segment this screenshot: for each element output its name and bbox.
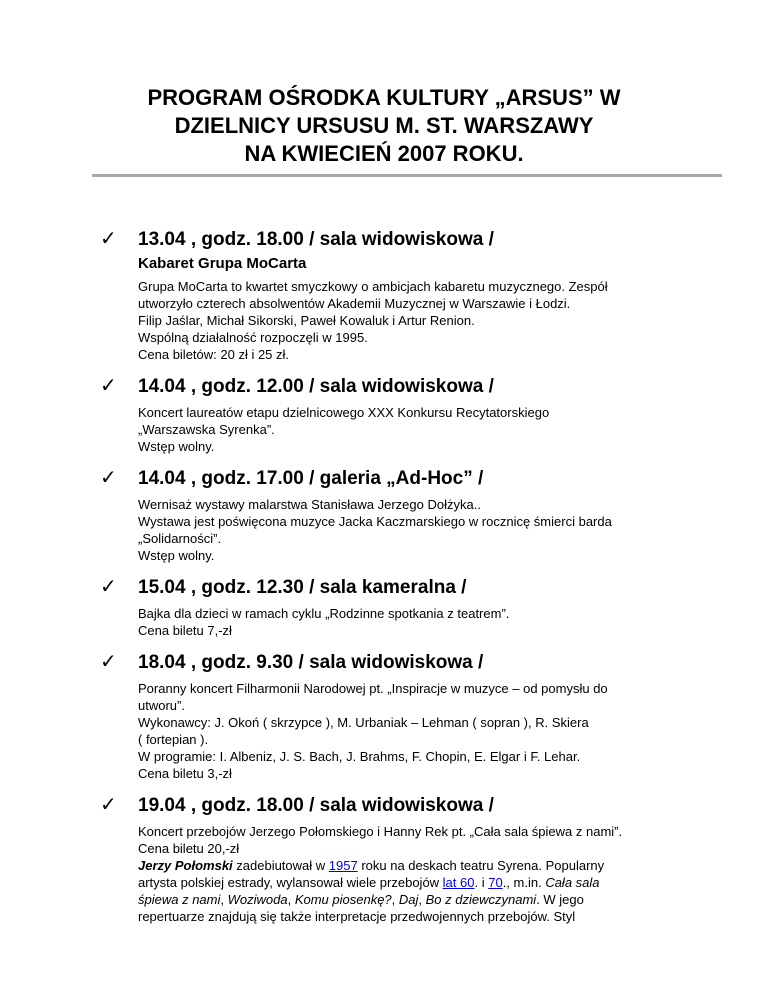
checkmark-icon: ✓ — [100, 228, 117, 250]
event-line: utworzyło czterech absolwentów Akademii Muzycznej w Warszawie i Łodzi. — [138, 296, 571, 311]
decade-link[interactable]: 70 — [488, 875, 503, 890]
event-item — [100, 226, 740, 363]
bio-text: artysta polskiej estrady, wylansował wiele przebojów — [138, 875, 443, 890]
event-description — [138, 605, 740, 639]
event-line: Wykonawcy: J. Okoń ( skrzypce ), M. Urbaniak – Lehman ( sopran ), R. Skiera — [138, 715, 589, 730]
checkmark-icon: ✓ — [100, 794, 117, 816]
song-title: śpiewa z nami — [138, 892, 221, 907]
event-heading: 18.04 , godz. 9.30 / sala widowiskowa / — [138, 652, 484, 673]
event-line: Cena biletu 7,-zł — [138, 623, 232, 638]
bio-text: , — [220, 892, 228, 907]
title-line-2: DZIELNICY URSUSU M. ST. WARSZAWY — [174, 113, 594, 138]
bio-text: zadebiutował w — [232, 858, 329, 873]
bio-text: repertuarze znajdują się także interpretacje przedwojennych przebojów. Styl — [138, 909, 576, 924]
page-title — [0, 84, 768, 168]
bio-text: , — [287, 892, 295, 907]
event-description — [138, 823, 740, 925]
event-heading: 14.04 , godz. 17.00 / galeria „Ad-Hoc” / — [138, 468, 484, 489]
event-description — [138, 278, 740, 363]
event-heading: 13.04 , godz. 18.00 / sala widowiskowa / — [138, 229, 494, 250]
bio-text: , — [418, 892, 426, 907]
event-subtitle: Kabaret Grupa MoCarta — [138, 255, 307, 272]
artist-bio — [138, 891, 740, 908]
checkmark-icon: ✓ — [100, 375, 117, 397]
event-line: Wstęp wolny. — [138, 548, 215, 563]
song-title: Woziwoda — [227, 892, 288, 907]
bio-text: . W jego — [536, 892, 584, 907]
checkmark-icon: ✓ — [100, 467, 117, 489]
artist-bio — [138, 908, 740, 925]
event-heading: 14.04 , godz. 12.00 / sala widowiskowa / — [138, 376, 494, 397]
event-line: Poranny koncert Filharmonii Narodowej pt. „Inspiracje w muzyce – od pomysłu do — [138, 681, 608, 696]
horizontal-divider — [92, 174, 722, 177]
event-line: Wernisaż wystawy malarstwa Stanisława Jerzego Dołżyka.. — [138, 497, 481, 512]
event-line: Wstęp wolny. — [138, 439, 215, 454]
event-line: Wspólną działalność rozpoczęli w 1995. — [138, 330, 368, 345]
title-line-1: PROGRAM OŚRODKA KULTURY „ARSUS” W — [147, 85, 621, 110]
song-title: Komu piosenkę? — [294, 892, 392, 907]
event-line: W programie: I. Albeniz, J. S. Bach, J. Brahms, F. Chopin, E. Elgar i F. Lehar. — [138, 749, 581, 764]
song-title: Daj — [398, 892, 419, 907]
bio-text: ., m.in. — [502, 875, 546, 890]
event-line: Koncert laureatów etapu dzielnicowego XXX Konkursu Recytatorskiego — [138, 405, 550, 420]
event-item — [100, 792, 740, 925]
event-heading: 19.04 , godz. 18.00 / sala widowiskowa / — [138, 795, 494, 816]
event-line: „Solidarności”. — [138, 531, 222, 546]
event-description — [138, 404, 740, 455]
bio-text: . i — [474, 875, 489, 890]
event-item — [100, 574, 740, 639]
event-item — [100, 649, 740, 782]
event-heading: 15.04 , godz. 12.30 / sala kameralna / — [138, 577, 467, 598]
event-line: Cena biletu 3,-zł — [138, 766, 232, 781]
event-line: Grupa MoCarta to kwartet smyczkowy o ambicjach kabaretu muzycznego. Zespół — [138, 279, 608, 294]
event-item — [100, 465, 740, 564]
event-line: Cena biletów: 20 zł i 25 zł. — [138, 347, 290, 362]
event-list — [100, 226, 740, 935]
artist-name: Jerzy Połomski — [138, 858, 233, 873]
event-line: Cena biletu 20,-zł — [138, 841, 240, 856]
checkmark-icon: ✓ — [100, 651, 117, 673]
artist-bio — [138, 874, 740, 891]
decade-link[interactable]: lat 60 — [442, 875, 475, 890]
artist-bio — [138, 857, 740, 874]
event-line: Bajka dla dzieci w ramach cyklu „Rodzinne spotkania z teatrem”. — [138, 606, 510, 621]
title-line-3: NA KWIECIEŃ 2007 ROKU. — [244, 141, 524, 166]
bio-text: , — [391, 892, 399, 907]
checkmark-icon: ✓ — [100, 576, 117, 598]
song-title: Bo z dziewczynami — [425, 892, 537, 907]
event-line: Filip Jaślar, Michał Sikorski, Paweł Kowaluk i Artur Renion. — [138, 313, 475, 328]
event-line: Wystawa jest poświęcona muzyce Jacka Kaczmarskiego w rocznicę śmierci barda — [138, 514, 612, 529]
bio-text: roku na deskach teatru Syrena. Popularny — [357, 858, 605, 873]
event-description — [138, 496, 740, 564]
event-line: „Warszawska Syrenka”. — [138, 422, 275, 437]
event-description — [138, 680, 740, 782]
event-item — [100, 373, 740, 455]
event-line: Koncert przebojów Jerzego Połomskiego i Hanny Rek pt. „Cała sala śpiewa z nami”. — [138, 824, 623, 839]
event-line: utworu”. — [138, 698, 185, 713]
event-line: ( fortepian ). — [138, 732, 209, 747]
year-link[interactable]: 1957 — [328, 858, 358, 873]
song-title: Cała sala — [545, 875, 600, 890]
